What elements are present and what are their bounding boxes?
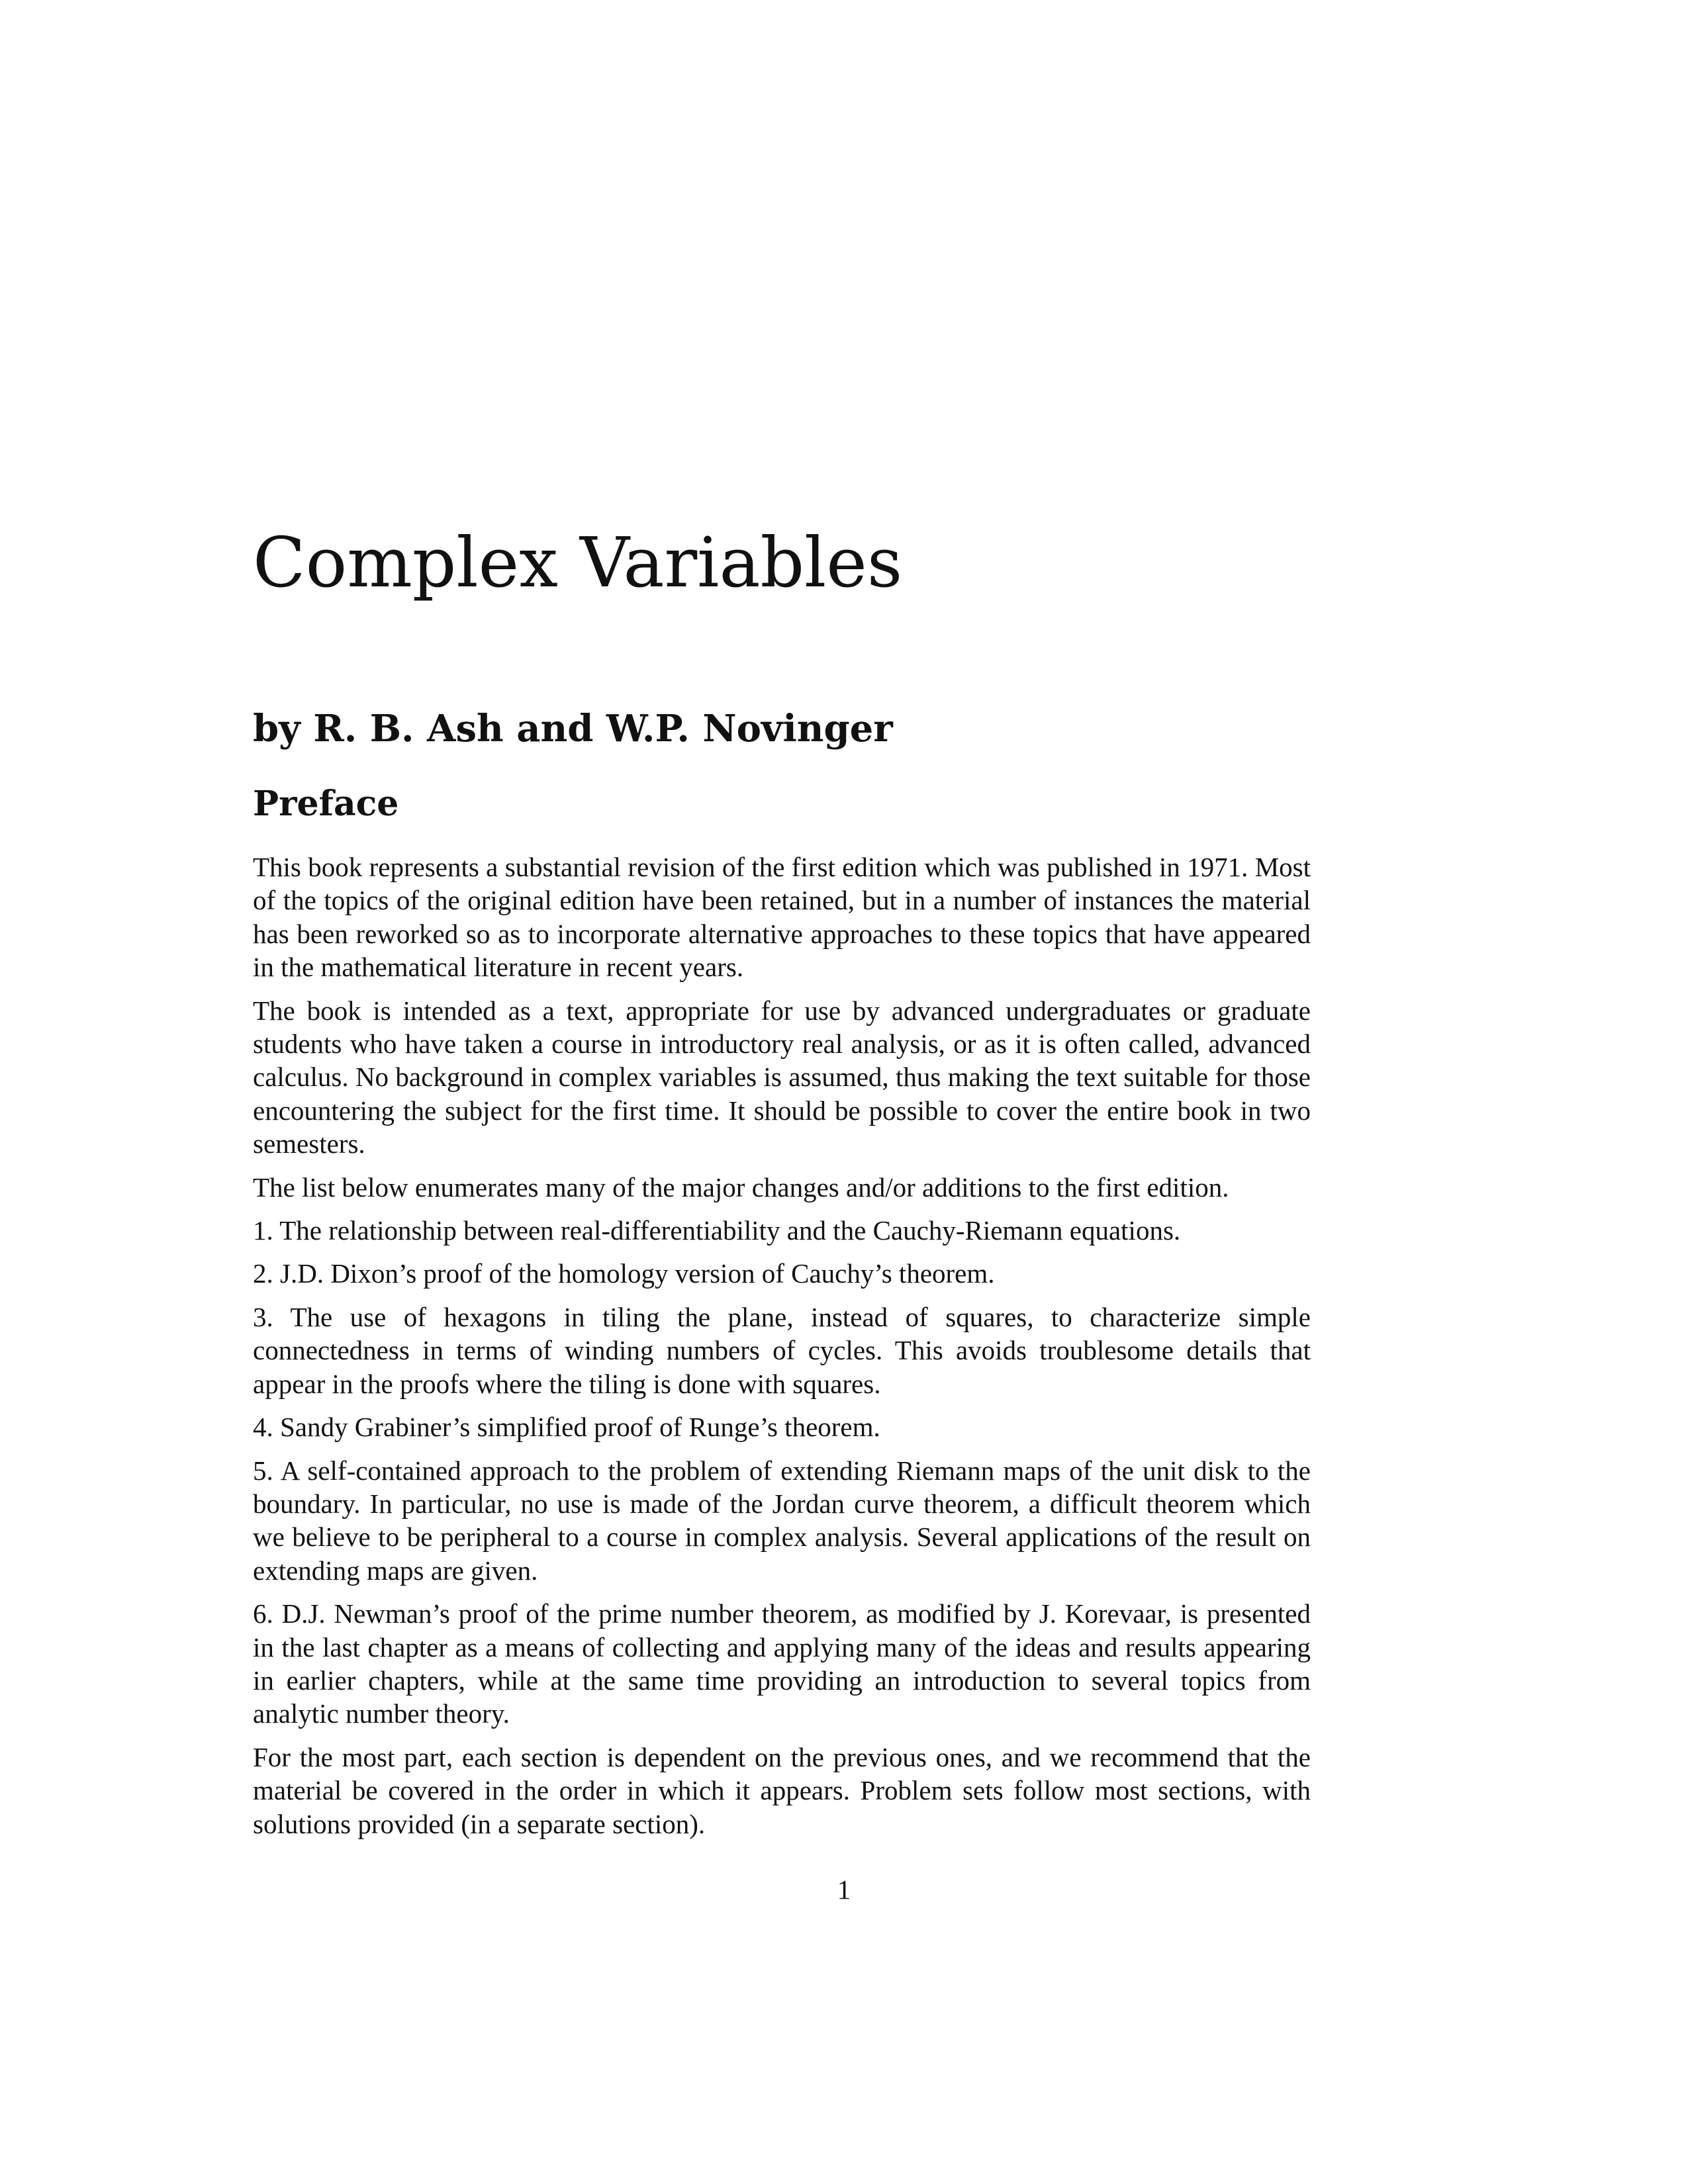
change-list-item: 1. The relationship between real-differentiability and the Cauchy-Riemann equations.	[253, 1215, 1181, 1246]
change-list-item: 2. J.D. Dixon’s proof of the homology version of Cauchy’s theorem.	[253, 1258, 995, 1289]
change-list-item: 5. A self-contained approach to the problem of extending Riemann maps of the unit disk to the boundary. In particular, no use is made of the Jordan curve theorem, a difficult theorem which we believe to be peripheral to a course in complex analysis. Several applications of the result on extending maps are given.	[253, 1455, 1311, 1586]
document-title: Complex Variables	[253, 522, 903, 603]
preface-paragraph: For the most part, each section is dependent on the previous ones, and we recommend that the material be covered in the order in which it appears. Problem sets follow most sections, with solutions provided (in a separate section).	[253, 1741, 1311, 1839]
change-list-item: 3. The use of hexagons in tiling the plane, instead of squares, to characterize simple connectedness in terms of winding numbers of cycles. This avoids troublesome details that appear in the proofs where the tiling is done with squares.	[253, 1301, 1311, 1399]
preface-heading: Preface	[253, 784, 399, 824]
preface-body	[253, 850, 1311, 1850]
change-list-item: 6. D.J. Newman’s proof of the prime number theorem, as modified by J. Korevaar, is presented in the last chapter as a means of collecting and applying many of the ideas and results appearing in earlier chapters, while at the same time providing an introduction to several topics from analytic number theory.	[253, 1598, 1311, 1729]
preface-paragraph: This book represents a substantial revision of the first edition which was published in 1971. Most of the topics of the original edition have been retained, but in a number of instances the material has been reworked so as to incorporate alternative approaches to these topics that have appeared in the mathematical literature in recent years.	[253, 852, 1311, 983]
preface-paragraph: The list below enumerates many of the major changes and/or additions to the first edition.	[253, 1171, 1229, 1203]
page-number: 1	[837, 1874, 851, 1905]
change-list-item: 4. Sandy Grabiner’s simplified proof of Runge’s theorem.	[253, 1412, 880, 1443]
document-authors: by R. B. Ash and W.P. Novinger	[253, 707, 893, 751]
preface-paragraph: The book is intended as a text, appropriate for use by advanced undergraduates or graduate students who have taken a course in introductory real analysis, or as it is often called, advanced calculus. No background in complex variables is assumed, thus making the text suitable for those encountering the subject for the first time. It should be possible to cover the entire book in two semesters.	[253, 995, 1311, 1160]
